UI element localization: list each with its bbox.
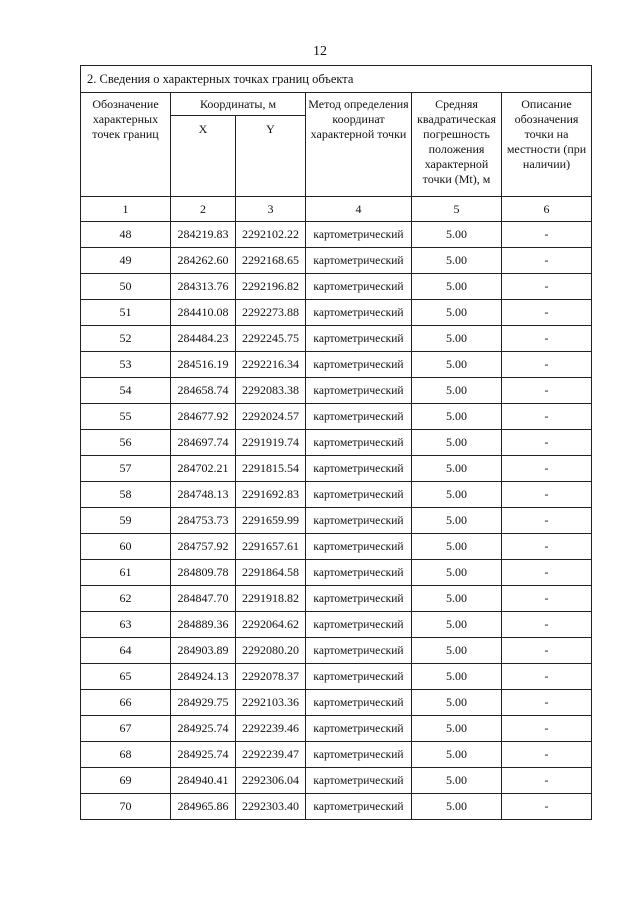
method-cell: картометрический — [306, 274, 412, 300]
column-number: 4 — [306, 197, 412, 222]
method-cell: картометрический — [306, 456, 412, 482]
method-cell: картометрический — [306, 690, 412, 716]
description-cell: - — [502, 794, 592, 820]
method-cell: картометрический — [306, 352, 412, 378]
point-cell: 53 — [81, 352, 171, 378]
method-cell: картометрический — [306, 612, 412, 638]
point-cell: 48 — [81, 222, 171, 248]
column-number: 6 — [502, 197, 592, 222]
table-row — [81, 378, 592, 404]
method-cell: картометрический — [306, 222, 412, 248]
description-cell: - — [502, 690, 592, 716]
method-cell: картометрический — [306, 430, 412, 456]
rms-error-cell: 5.00 — [412, 326, 502, 352]
description-cell: - — [502, 534, 592, 560]
method-cell: картометрический — [306, 482, 412, 508]
y-coordinate-cell: 2292102.22 — [236, 222, 306, 248]
table-row — [81, 274, 592, 300]
x-coordinate-cell: 284889.36 — [171, 612, 236, 638]
description-cell: - — [502, 222, 592, 248]
method-cell: картометрический — [306, 300, 412, 326]
y-coordinate-cell: 2292273.88 — [236, 300, 306, 326]
table-row — [81, 612, 592, 638]
y-coordinate-cell: 2292064.62 — [236, 612, 306, 638]
point-cell: 66 — [81, 690, 171, 716]
method-cell: картометрический — [306, 638, 412, 664]
table-row — [81, 664, 592, 690]
header-coordinates: Координаты, м — [171, 93, 306, 116]
y-coordinate-cell: 2292239.46 — [236, 716, 306, 742]
method-cell: картометрический — [306, 716, 412, 742]
rms-error-cell: 5.00 — [412, 248, 502, 274]
point-cell: 54 — [81, 378, 171, 404]
description-cell: - — [502, 742, 592, 768]
table-row — [81, 794, 592, 820]
x-coordinate-cell: 284484.23 — [171, 326, 236, 352]
header-row — [81, 93, 592, 116]
section-title-row — [81, 66, 592, 93]
point-cell: 63 — [81, 612, 171, 638]
x-coordinate-cell: 284677.92 — [171, 404, 236, 430]
x-coordinate-cell: 284929.75 — [171, 690, 236, 716]
column-number: 3 — [236, 197, 306, 222]
table-row — [81, 586, 592, 612]
table-row — [81, 690, 592, 716]
description-cell: - — [502, 586, 592, 612]
rms-error-cell: 5.00 — [412, 482, 502, 508]
point-cell: 55 — [81, 404, 171, 430]
y-coordinate-cell: 2292103.36 — [236, 690, 306, 716]
rms-error-cell: 5.00 — [412, 534, 502, 560]
description-cell: - — [502, 248, 592, 274]
method-cell: картометрический — [306, 404, 412, 430]
header-y: Y — [236, 116, 306, 197]
point-cell: 69 — [81, 768, 171, 794]
table-row — [81, 248, 592, 274]
point-cell: 57 — [81, 456, 171, 482]
point-cell: 68 — [81, 742, 171, 768]
method-cell: картометрический — [306, 378, 412, 404]
table-row — [81, 430, 592, 456]
table-row — [81, 716, 592, 742]
point-cell: 64 — [81, 638, 171, 664]
description-cell: - — [502, 300, 592, 326]
x-coordinate-cell: 284757.92 — [171, 534, 236, 560]
rms-error-cell: 5.00 — [412, 690, 502, 716]
y-coordinate-cell: 2292245.75 — [236, 326, 306, 352]
x-coordinate-cell: 284697.74 — [171, 430, 236, 456]
method-cell: картометрический — [306, 742, 412, 768]
point-cell: 62 — [81, 586, 171, 612]
y-coordinate-cell: 2291815.54 — [236, 456, 306, 482]
description-cell: - — [502, 326, 592, 352]
y-coordinate-cell: 2291919.74 — [236, 430, 306, 456]
table-row — [81, 222, 592, 248]
y-coordinate-cell: 2291657.61 — [236, 534, 306, 560]
method-cell: картометрический — [306, 560, 412, 586]
point-cell: 56 — [81, 430, 171, 456]
rms-error-cell: 5.00 — [412, 378, 502, 404]
description-cell: - — [502, 274, 592, 300]
description-cell: - — [502, 638, 592, 664]
header-x: X — [171, 116, 236, 197]
y-coordinate-cell: 2292306.04 — [236, 768, 306, 794]
rms-error-cell: 5.00 — [412, 768, 502, 794]
rms-error-cell: 5.00 — [412, 612, 502, 638]
rms-error-cell: 5.00 — [412, 638, 502, 664]
rms-error-cell: 5.00 — [412, 430, 502, 456]
x-coordinate-cell: 284262.60 — [171, 248, 236, 274]
rms-error-cell: 5.00 — [412, 508, 502, 534]
method-cell: картометрический — [306, 794, 412, 820]
point-cell: 60 — [81, 534, 171, 560]
y-coordinate-cell: 2291918.82 — [236, 586, 306, 612]
description-cell: - — [502, 482, 592, 508]
table-row — [81, 638, 592, 664]
header-rms-error: Средняя квадратическая погрешность положения характерной точки (Mt), м — [412, 93, 502, 197]
x-coordinate-cell: 284702.21 — [171, 456, 236, 482]
description-cell: - — [502, 612, 592, 638]
point-cell: 70 — [81, 794, 171, 820]
point-cell: 51 — [81, 300, 171, 326]
table-row — [81, 534, 592, 560]
point-cell: 52 — [81, 326, 171, 352]
description-cell: - — [502, 508, 592, 534]
table-row — [81, 404, 592, 430]
rms-error-cell: 5.00 — [412, 404, 502, 430]
method-cell: картометрический — [306, 664, 412, 690]
point-cell: 65 — [81, 664, 171, 690]
method-cell: картометрический — [306, 248, 412, 274]
x-coordinate-cell: 284753.73 — [171, 508, 236, 534]
method-cell: картометрический — [306, 586, 412, 612]
rms-error-cell: 5.00 — [412, 664, 502, 690]
y-coordinate-cell: 2292080.20 — [236, 638, 306, 664]
y-coordinate-cell: 2292239.47 — [236, 742, 306, 768]
table-row — [81, 742, 592, 768]
x-coordinate-cell: 284903.89 — [171, 638, 236, 664]
y-coordinate-cell: 2292168.65 — [236, 248, 306, 274]
boundary-points-table — [80, 65, 592, 820]
rms-error-cell: 5.00 — [412, 222, 502, 248]
header-point-designation: Обозначение характерных точек границ — [81, 93, 171, 197]
rms-error-cell: 5.00 — [412, 352, 502, 378]
header-method: Метод определения координат характерной точки — [306, 93, 412, 197]
rms-error-cell: 5.00 — [412, 274, 502, 300]
page-number: 12 — [313, 44, 327, 59]
x-coordinate-cell: 284925.74 — [171, 716, 236, 742]
x-coordinate-cell: 284847.70 — [171, 586, 236, 612]
description-cell: - — [502, 430, 592, 456]
x-coordinate-cell: 284925.74 — [171, 742, 236, 768]
x-coordinate-cell: 284658.74 — [171, 378, 236, 404]
description-cell: - — [502, 716, 592, 742]
table-row — [81, 326, 592, 352]
description-cell: - — [502, 664, 592, 690]
table-row — [81, 560, 592, 586]
table-row — [81, 456, 592, 482]
description-cell: - — [502, 768, 592, 794]
column-number: 2 — [171, 197, 236, 222]
point-cell: 61 — [81, 560, 171, 586]
point-cell: 49 — [81, 248, 171, 274]
section-title: 2. Сведения о характерных точках границ объекта — [81, 66, 592, 93]
y-coordinate-cell: 2292024.57 — [236, 404, 306, 430]
rms-error-cell: 5.00 — [412, 794, 502, 820]
description-cell: - — [502, 560, 592, 586]
table-row — [81, 508, 592, 534]
point-cell: 67 — [81, 716, 171, 742]
x-coordinate-cell: 284748.13 — [171, 482, 236, 508]
table-row — [81, 352, 592, 378]
rms-error-cell: 5.00 — [412, 560, 502, 586]
method-cell: картометрический — [306, 768, 412, 794]
point-cell: 58 — [81, 482, 171, 508]
y-coordinate-cell: 2292216.34 — [236, 352, 306, 378]
rms-error-cell: 5.00 — [412, 742, 502, 768]
x-coordinate-cell: 284313.76 — [171, 274, 236, 300]
column-number: 1 — [81, 197, 171, 222]
x-coordinate-cell: 284940.41 — [171, 768, 236, 794]
x-coordinate-cell: 284809.78 — [171, 560, 236, 586]
x-coordinate-cell: 284924.13 — [171, 664, 236, 690]
y-coordinate-cell: 2292303.40 — [236, 794, 306, 820]
column-numbers-row — [81, 197, 592, 222]
rms-error-cell: 5.00 — [412, 586, 502, 612]
point-cell: 50 — [81, 274, 171, 300]
column-number: 5 — [412, 197, 502, 222]
description-cell: - — [502, 378, 592, 404]
table-row — [81, 300, 592, 326]
rms-error-cell: 5.00 — [412, 716, 502, 742]
y-coordinate-cell: 2292196.82 — [236, 274, 306, 300]
rms-error-cell: 5.00 — [412, 300, 502, 326]
description-cell: - — [502, 456, 592, 482]
point-cell: 59 — [81, 508, 171, 534]
y-coordinate-cell: 2291659.99 — [236, 508, 306, 534]
table-row — [81, 768, 592, 794]
method-cell: картометрический — [306, 326, 412, 352]
x-coordinate-cell: 284516.19 — [171, 352, 236, 378]
x-coordinate-cell: 284410.08 — [171, 300, 236, 326]
method-cell: картометрический — [306, 508, 412, 534]
y-coordinate-cell: 2292083.38 — [236, 378, 306, 404]
x-coordinate-cell: 284219.83 — [171, 222, 236, 248]
x-coordinate-cell: 284965.86 — [171, 794, 236, 820]
header-description: Описание обозначения точки на местности (при наличии) — [502, 93, 592, 197]
y-coordinate-cell: 2292078.37 — [236, 664, 306, 690]
description-cell: - — [502, 352, 592, 378]
table-row — [81, 482, 592, 508]
description-cell: - — [502, 404, 592, 430]
y-coordinate-cell: 2291692.83 — [236, 482, 306, 508]
rms-error-cell: 5.00 — [412, 456, 502, 482]
method-cell: картометрический — [306, 534, 412, 560]
y-coordinate-cell: 2291864.58 — [236, 560, 306, 586]
